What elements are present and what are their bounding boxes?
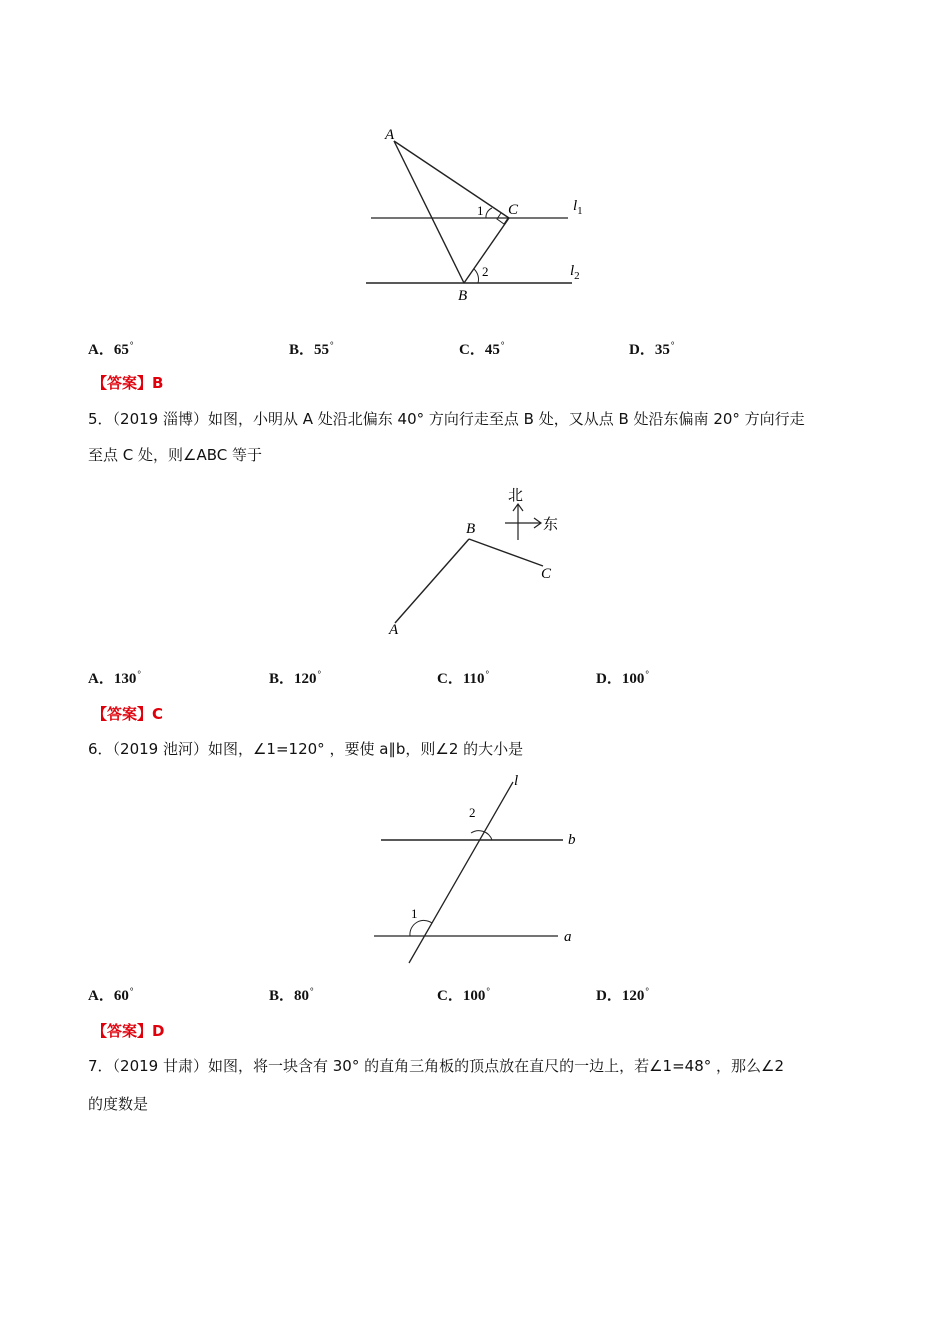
q7-text-line2: 的度数是 — [88, 1095, 149, 1113]
q6-option-a: A．60° — [88, 986, 134, 1004]
angle1-arc — [486, 208, 492, 218]
q5-text-line2: 至点 C 处，则∠ABC 等于 — [88, 446, 262, 464]
angle2-arc — [471, 831, 492, 840]
label-b: b — [568, 832, 576, 848]
q6-option-b: B．80° — [269, 986, 314, 1004]
label-a: a — [564, 929, 572, 945]
q4-answer: 【答案】B — [92, 374, 164, 392]
q5-answer: 【答案】C — [92, 705, 164, 723]
label-l1: $l_1$ — [573, 198, 583, 217]
q4-option-c: C．45° — [459, 340, 505, 358]
label-C: C — [508, 202, 519, 218]
q4-option-b: B．55° — [289, 340, 334, 358]
label-B: B — [466, 521, 476, 537]
figure-compass-path — [0, 480, 950, 640]
q5-option-b: B．120° — [269, 669, 322, 687]
figure-parallel-triangle — [0, 0, 950, 310]
label-A: A — [389, 622, 399, 638]
q7-text-line1: 7．（2019 甘肃）如图，将一块含有 30° 的直角三角板的顶点放在直尺的一边上，若∠1=48° ，那么∠2 — [88, 1057, 785, 1075]
q5-option-a: A．130° — [88, 669, 141, 687]
label-l: l — [514, 773, 519, 789]
q6-text-line1: 6．（2019 池河）如图，∠1=120° ，要使 a∥b，则∠2 的大小是 — [88, 740, 524, 758]
segment-AB — [394, 141, 464, 283]
label-C: C — [541, 566, 552, 582]
q5-option-d: D．100° — [596, 669, 649, 687]
label-angle1: 1 — [411, 906, 418, 921]
label-east: 东 — [543, 515, 559, 533]
label-angle2: 2 — [469, 805, 476, 820]
segment-BC — [469, 539, 543, 566]
q4-option-d: D．35° — [629, 340, 675, 358]
q6-option-d: D．120° — [596, 986, 649, 1004]
label-north: 北 — [508, 486, 524, 504]
segment-AB — [395, 539, 469, 623]
q4-option-a: A．65° — [88, 340, 134, 358]
label-angle2: 2 — [482, 264, 489, 279]
segment-AC — [394, 141, 509, 218]
q6-answer: 【答案】D — [92, 1022, 165, 1040]
figure-transversal — [0, 770, 950, 970]
q6-option-c: C．100° — [437, 986, 490, 1004]
label-A: A — [385, 127, 395, 143]
q5-text-line1: 5．（2019 淄博）如图，小明从 A 处沿北偏东 40° 方向行走至点 B 处，又从点 B 处沿东偏南 20° 方向行走 — [88, 410, 805, 428]
angle2-arc — [474, 269, 479, 283]
label-angle1: 1 — [477, 203, 484, 218]
label-B: B — [458, 288, 468, 304]
label-l2: $l_2$ — [570, 263, 580, 282]
q5-option-c: C．110° — [437, 669, 490, 687]
